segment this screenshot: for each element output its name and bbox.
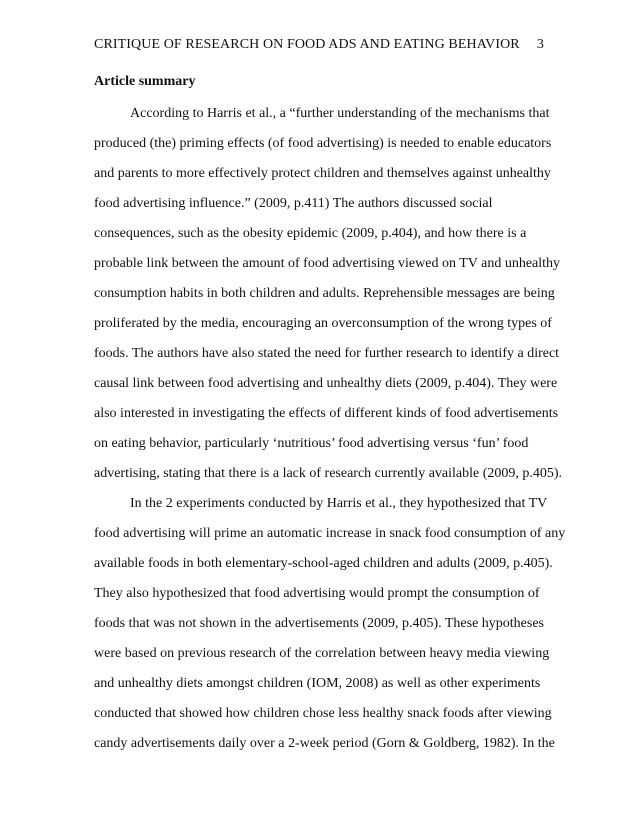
section-title: Article summary	[94, 74, 196, 89]
paragraph-1-line-3: and parents to more effectively protect children and themselves against unhealthy	[94, 166, 551, 181]
paragraph-2-line-5: foods that was not shown in the advertisements (2009, p.405). These hypotheses	[94, 616, 545, 631]
paragraph-2-line-9: candy advertisements daily over a 2-week period (Gorn & Goldberg, 1982). In the	[94, 736, 555, 751]
paragraph-1-line-12: on eating behavior, particularly ‘nutritious’ food advertising versus ‘fun’ food	[94, 436, 529, 451]
paragraph-1-line-10: causal link between food advertising and unhealthy diets (2009, p.404). They were	[94, 376, 558, 391]
paragraph-2-line-4: They also hypothesized that food advertising would prompt the consumption of	[94, 586, 540, 601]
paragraph-2-line-6: were based on previous research of the correlation between heavy media viewing	[94, 646, 550, 661]
paragraph-1-line-1: According to Harris et al., a “further understanding of the mechanisms that	[130, 106, 550, 121]
running-head: CRITIQUE OF RESEARCH ON FOOD ADS AND EATING BEHAVIOR	[94, 37, 520, 52]
paragraph-1-line-8: proliferated by the media, encouraging an overconsumption of the wrong types of	[94, 316, 552, 331]
paragraph-2-line-2: food advertising will prime an automatic increase in snack food consumption of any	[94, 526, 566, 541]
page-header	[94, 35, 544, 55]
paragraph-1-line-4: food advertising influence.” (2009, p.411) The authors discussed social	[94, 196, 493, 211]
paragraph-1-line-6: probable link between the amount of food advertising viewed on TV and unhealthy	[94, 256, 561, 271]
paragraph-2-line-7: and unhealthy diets amongst children (IOM, 2008) as well as other experiments	[94, 676, 541, 691]
paragraph-1-line-13: advertising, stating that there is a lack of research currently available (2009, p.405).	[94, 466, 563, 481]
body-text	[94, 104, 566, 764]
paragraph-1-line-2: produced (the) priming effects (of food advertising) is needed to enable educators	[94, 136, 552, 151]
paragraph-1-line-9: foods. The authors have also stated the need for further research to identify a direct	[94, 346, 560, 361]
page-number: 3	[536, 37, 544, 52]
paragraph-1-line-5: consequences, such as the obesity epidemic (2009, p.404), and how there is a	[94, 226, 527, 241]
paragraph-1-line-11: also interested in investigating the effects of different kinds of food advertisements	[94, 406, 559, 421]
paragraph-2-line-8: conducted that showed how children chose less healthy snack foods after viewing	[94, 706, 552, 721]
paragraph-2-line-3: available foods in both elementary-school-aged children and adults (2009, p.405).	[94, 556, 553, 571]
paragraph-1-line-7: consumption habits in both children and adults. Reprehensible messages are being	[94, 286, 555, 301]
paragraph-2-line-1: In the 2 experiments conducted by Harris et al., they hypothesized that TV	[130, 496, 548, 511]
